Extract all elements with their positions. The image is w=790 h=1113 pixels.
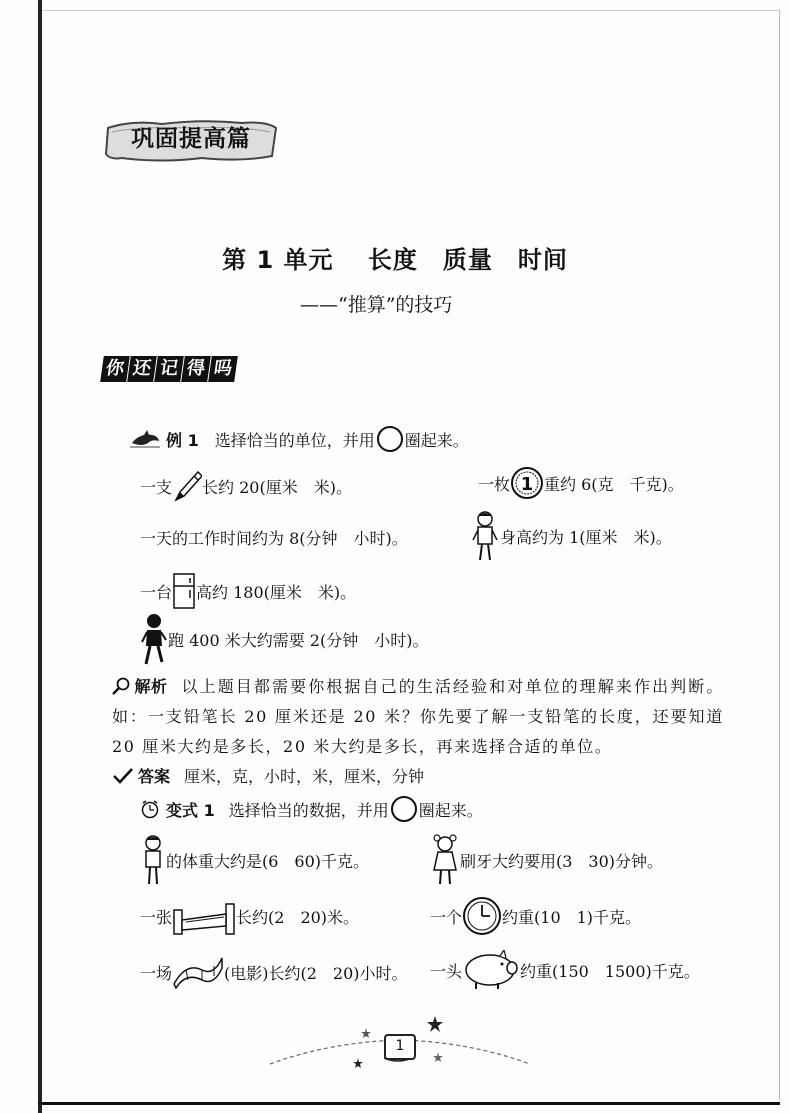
example-prompt-b: 圈起来。 bbox=[404, 430, 469, 450]
unit-title: 第 1 单元 长度 质量 时间 bbox=[222, 246, 568, 274]
star-icon bbox=[427, 1016, 443, 1032]
analysis-label: 解析 bbox=[134, 677, 168, 696]
item-text: 一个 bbox=[430, 907, 463, 927]
page-edge-bottom bbox=[38, 1102, 780, 1105]
variant-item-pig bbox=[430, 950, 700, 990]
item-text: 约重(10 1)千克。 bbox=[502, 907, 642, 927]
item-text: 刷牙大约要用(3 30)分钟。 bbox=[460, 851, 664, 871]
alarm-clock-icon bbox=[140, 799, 160, 819]
analysis-paragraph bbox=[112, 672, 724, 762]
item-text: 约重(150 1500)千克。 bbox=[520, 961, 700, 981]
bed-icon bbox=[172, 896, 236, 936]
item-text: 一头 bbox=[430, 961, 463, 981]
variant-heading bbox=[140, 796, 483, 822]
tag-char: 吗 bbox=[208, 356, 238, 382]
page-edge-top bbox=[42, 10, 780, 11]
item-text: 身高约为 1(厘米 米)。 bbox=[500, 527, 672, 547]
item-pencil bbox=[140, 468, 352, 504]
wall-clock-icon bbox=[462, 896, 502, 936]
pencil-icon bbox=[172, 468, 202, 504]
variant-item-movie bbox=[140, 954, 408, 990]
item-text: 一支 bbox=[140, 477, 173, 497]
item-text: 一天的工作时间约为 8(分钟 小时)。 bbox=[140, 529, 408, 548]
variant-item-brush bbox=[430, 834, 663, 886]
item-text: 重约 6(克 千克)。 bbox=[544, 474, 684, 494]
item-text: 一台 bbox=[140, 582, 173, 602]
item-text: 长约(2 20)米。 bbox=[236, 907, 360, 927]
star-icon bbox=[353, 1058, 363, 1068]
tag-char: 还 bbox=[127, 356, 157, 382]
item-height bbox=[470, 510, 672, 562]
star-icon bbox=[433, 1052, 443, 1062]
item-text: 的体重大约是(6 60)千克。 bbox=[166, 851, 370, 871]
unit-subtitle: ——“推算”的技巧 bbox=[300, 294, 453, 316]
item-text: 一枚 bbox=[478, 474, 511, 494]
refrigerator-icon bbox=[172, 572, 196, 610]
magnifier-icon bbox=[112, 677, 130, 695]
item-run bbox=[140, 612, 428, 666]
page-edge-left bbox=[38, 0, 42, 1113]
girl-figure-icon bbox=[430, 834, 460, 886]
answer-line bbox=[112, 764, 424, 787]
example-heading bbox=[130, 426, 469, 452]
item-text: 跑 400 米大约需要 2(分钟 小时)。 bbox=[168, 630, 429, 650]
checkmark-icon bbox=[112, 767, 134, 785]
variant-prompt-a: 选择恰当的数据，并用 bbox=[228, 800, 389, 820]
item-text: 长约 20(厘米 米)。 bbox=[202, 477, 352, 497]
variant-item-clock bbox=[430, 896, 641, 936]
banner-title: 巩固提高篇 bbox=[131, 126, 251, 152]
page-number: 1 bbox=[384, 1034, 416, 1060]
answer-text: 厘米，克，小时，米，厘米，分钟 bbox=[184, 767, 425, 786]
item-text: 一张 bbox=[140, 907, 173, 927]
coin-value: 1 bbox=[520, 474, 534, 495]
section-banner bbox=[102, 118, 280, 164]
child-figure-icon bbox=[470, 510, 500, 562]
running-boy-icon bbox=[140, 612, 168, 666]
item-text: 高约 180(厘米 米)。 bbox=[196, 582, 357, 602]
item-text: (电影)长约(2 20)小时。 bbox=[224, 963, 408, 983]
page-edge-right bbox=[779, 10, 780, 1100]
item-fridge bbox=[140, 572, 356, 610]
answer-label: 答案 bbox=[138, 767, 171, 786]
film-strip-icon bbox=[172, 954, 224, 990]
tag-char: 你 bbox=[100, 356, 130, 382]
variant-item-bed bbox=[140, 896, 359, 936]
circle-symbol bbox=[377, 426, 403, 452]
circle-symbol bbox=[391, 796, 417, 822]
section-tag-remember bbox=[102, 356, 236, 382]
example-prompt-a: 选择恰当的单位，并用 bbox=[214, 430, 375, 450]
star-icon bbox=[361, 1028, 371, 1038]
boy-figure-icon bbox=[140, 834, 166, 886]
variant-label: 变式 1 bbox=[166, 800, 215, 820]
dolphin-icon bbox=[130, 429, 160, 449]
variant-prompt-b: 圈起来。 bbox=[418, 800, 483, 820]
item-text: 一场 bbox=[140, 963, 173, 983]
item-workday bbox=[140, 526, 408, 549]
tag-char: 得 bbox=[181, 356, 211, 382]
example-label: 例 1 bbox=[166, 430, 199, 450]
tag-char: 记 bbox=[154, 356, 184, 382]
item-coin bbox=[478, 466, 684, 500]
analysis-text: 以上题目都需要你根据自己的生活经验和对单位的理解来作出判断。如：一支铅笔长 20 厘米还是 20 米？你先要了解一支铅笔的长度，还要知道 20 厘米大约是多长，20 米大约是多长，再来选择合适的单位。 bbox=[112, 677, 724, 756]
coin-icon bbox=[510, 466, 544, 500]
pig-icon bbox=[462, 950, 520, 990]
variant-item-weight bbox=[140, 834, 369, 886]
